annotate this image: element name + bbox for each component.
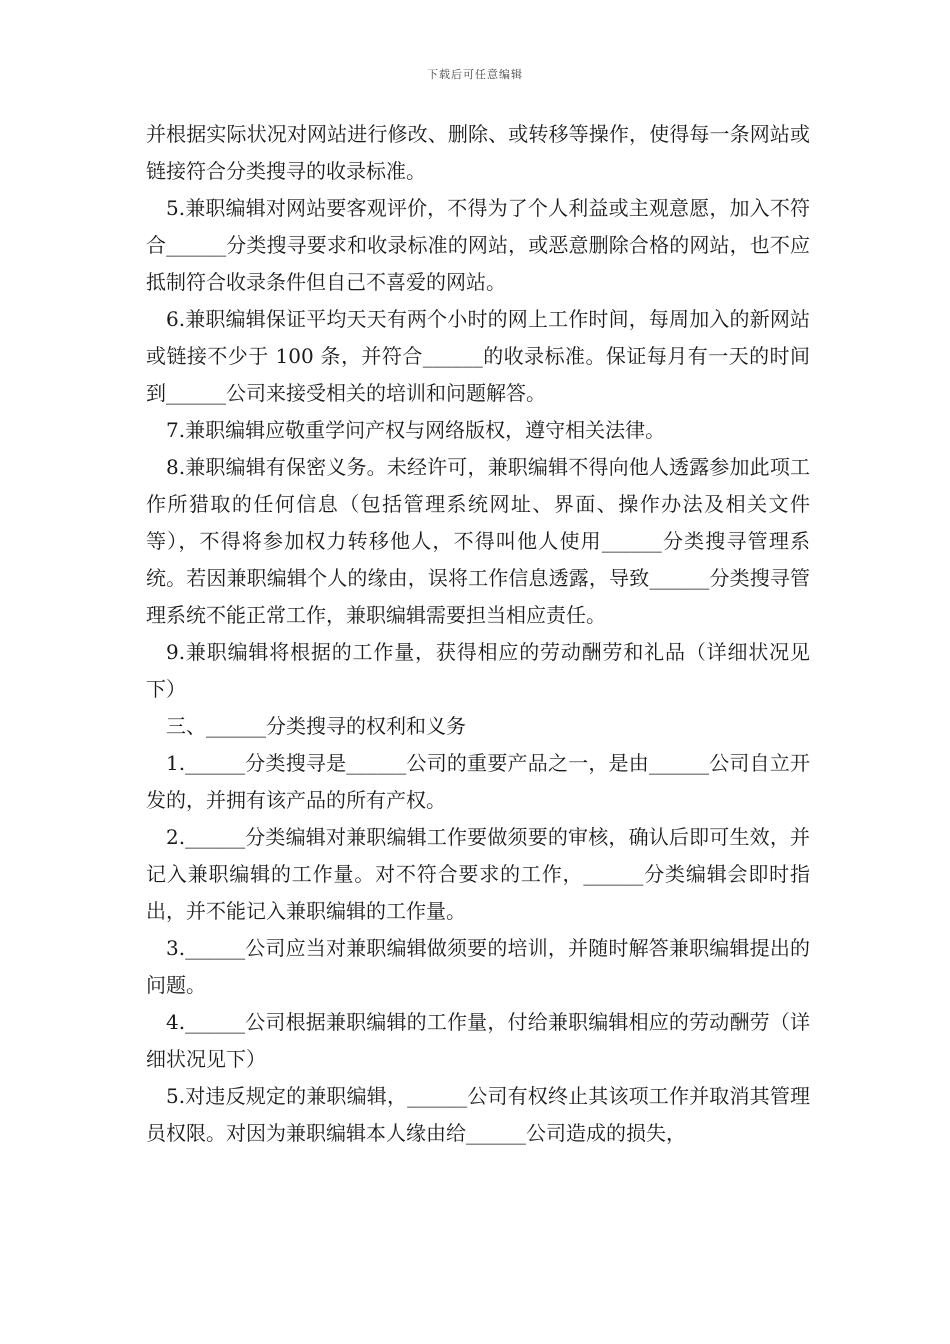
page-header: 下载后可任意编辑 [427, 68, 523, 81]
paragraph-item-6: 6.兼职编辑保证平均天天有两个小时的网上工作时间，每周加入的新网站或链接不少于 100 条，并符合______的收录标准。保证每月有一天的时间到______公司来接受相关的培训和问题解答。 [146, 307, 810, 405]
paragraph-item-5: 5.兼职编辑对网站要客观评价，不得为了个人利益或主观意愿，加入不符合______分类搜寻要求和收录标准的网站，或恶意删除合格的网站，也不应抵制符合收录条件但自己不喜爱的网站。 [146, 196, 810, 294]
paragraph-item-9: 9.兼职编辑将根据的工作量，获得相应的劳动酬劳和礼品（详细状况见下） [146, 640, 810, 701]
paragraph-section3-item-5: 5.对违反规定的兼职编辑，______公司有权终止其该项工作并取消其管理员权限。对因为兼职编辑本人缘由给______公司造成的损失， [146, 1084, 810, 1145]
document-body [146, 116, 810, 1152]
paragraph-section3-item-2: 2.______分类编辑对兼职编辑工作要做须要的审核，确认后即可生效，并记入兼职编辑的工作量。对不符合要求的工作，______分类编辑会即时指出，并不能记入兼职编辑的工作量。 [146, 825, 810, 923]
paragraph-section3-item-1: 1.______分类搜寻是______公司的重要产品之一，是由______公司自立开发的，并拥有该产品的所有产权。 [146, 751, 810, 812]
paragraph-intro: 并根据实际状况对网站进行修改、删除、或转移等操作，使得每一条网站或链接符合分类搜寻的收录标准。 [146, 122, 810, 183]
paragraph-section3-item-4: 4.______公司根据兼职编辑的工作量，付给兼职编辑相应的劳动酬劳（详细状况见下） [146, 1010, 810, 1071]
paragraph-item-7: 7.兼职编辑应敬重学问产权与网络版权，遵守相关法律。 [166, 418, 666, 442]
paragraph-section3-item-3: 3.______公司应当对兼职编辑做须要的培训，并随时解答兼职编辑提出的问题。 [146, 936, 810, 997]
paragraph-item-8: 8.兼职编辑有保密义务。未经许可，兼职编辑不得向他人透露参加此项工作所猎取的任何信息（包括管理系统网址、界面、操作办法及相关文件等），不得将参加权力转移他人，不得叫他人使用______分类搜寻管理系统。若因兼职编辑个人的缘由，误将工作信息透露，导致______分类搜寻管理系统不能正常工作，兼职编辑需要担当相应责任。 [146, 455, 810, 627]
section-heading-3: 三、______分类搜寻的权利和义务 [166, 714, 466, 738]
